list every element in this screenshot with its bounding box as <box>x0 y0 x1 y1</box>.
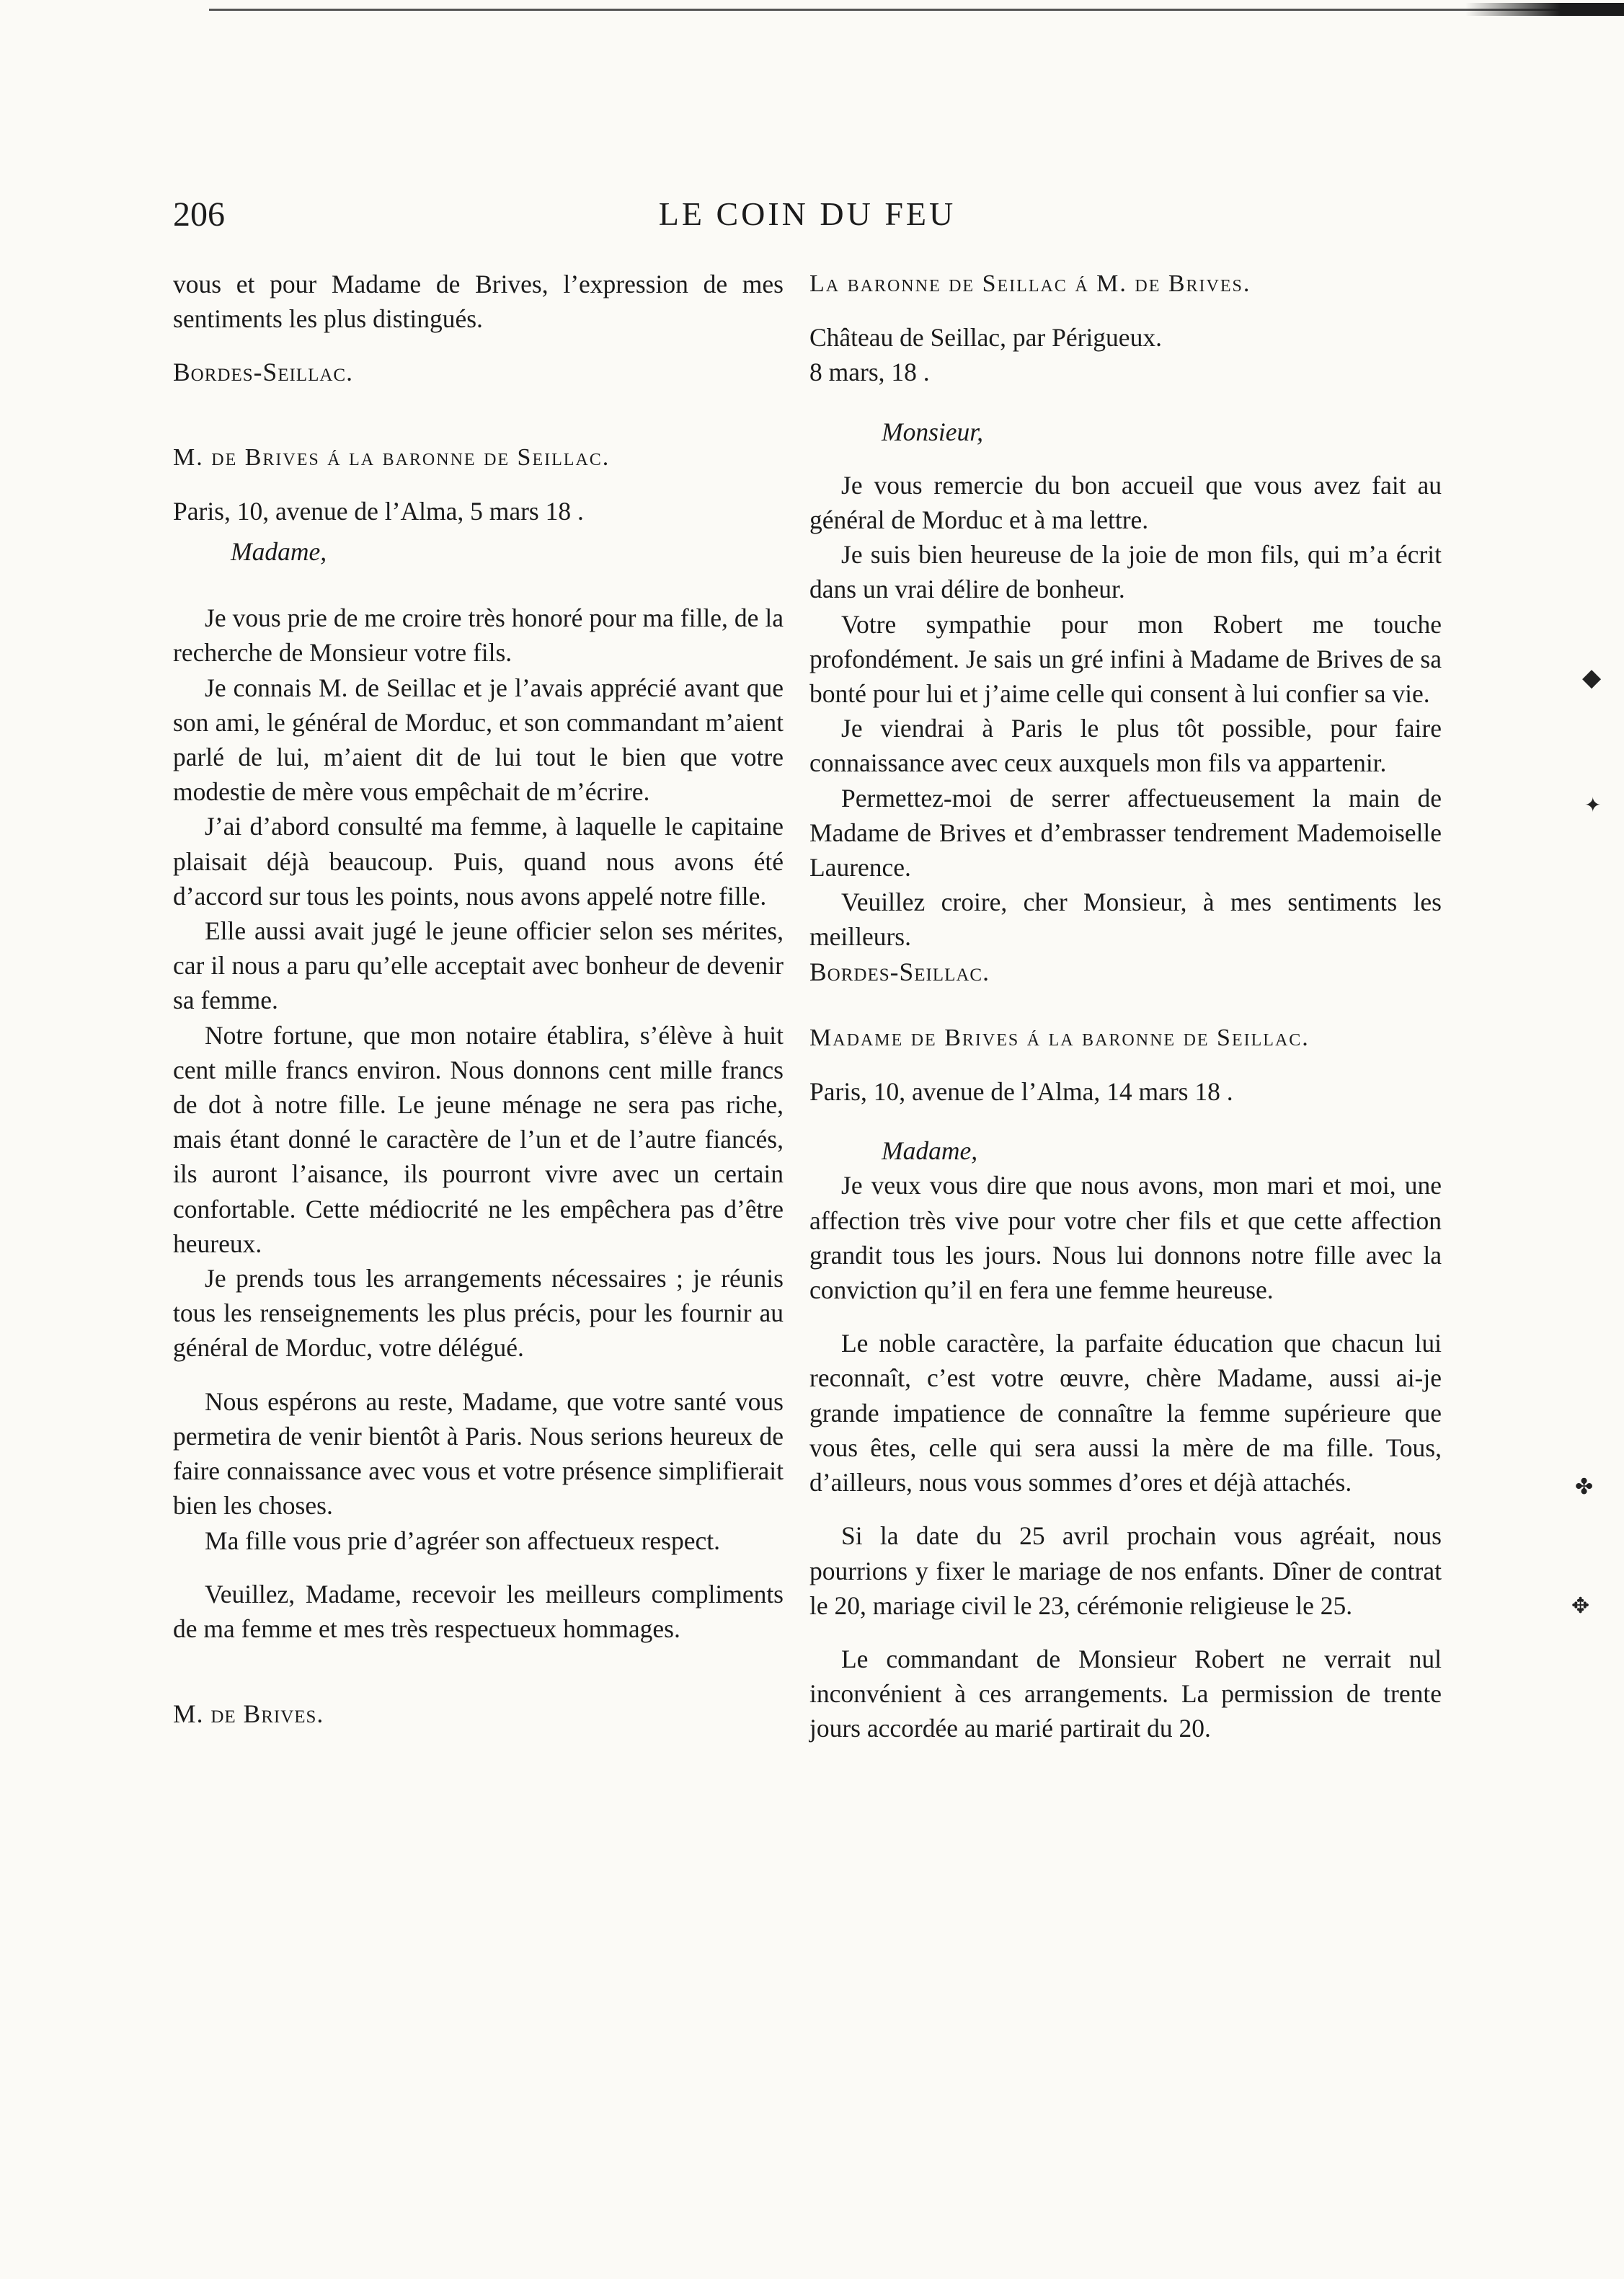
paragraph: Le commandant de Monsieur Robert ne verrait nul inconvénient à ces arrangements. La permission de trente jours accordée au marié partirait du 20. <box>809 1644 1442 1743</box>
signature-bordes-seillac-1: Bordes-Seillac. <box>173 358 353 387</box>
paragraph: Je vous remercie du bon accueil que vous avez fait au général de Morduc et à ma lettre. <box>809 470 1442 535</box>
letter-dateline-date: 8 mars, 18 . <box>809 358 930 387</box>
page-header <box>173 195 1442 238</box>
ink-speck: ✥ <box>1571 1594 1590 1618</box>
paragraph: Notre fortune, que mon notaire établira, s’élève à huit cent mille francs environ. Nous donnons cent mille francs de dot à notre fille. Le jeune ménage ne sera pas riche, mais étant donné le caractère de l’un et de l’autre fiancés, ils auront l’aisance, ils pourront vivre avec un certain confortable. Cette médiocrité ne les empêchera pas d’être heureux. <box>173 1020 784 1258</box>
ink-speck: ◆ <box>1582 665 1602 691</box>
continuation-text: vous et pour Madame de Brives, l’expression de mes sentiments les plus distingués. <box>173 270 784 334</box>
letter-salutation: Madame, <box>231 537 327 567</box>
paragraph: Je veux vous dire que nous avons, mon mari et moi, une affection très vive pour votre cher fils et que cette affection grandit tous les jours. Nous lui donnons notre fille avec la conviction qu’il en fera une femme heureuse. <box>809 1171 1442 1305</box>
signature-de-brives: M. de Brives. <box>173 1699 324 1729</box>
paragraph: Votre sympathie pour mon Robert me touche profondément. Je sais un gré infini à Madame de Brives de sa bonté pour lui et j’aime celle qui consent à lui confier sa vie. <box>809 609 1442 709</box>
running-title: LE COIN DU FEU <box>658 195 957 232</box>
page-top-rule <box>209 3 1624 17</box>
paragraph: Veuillez croire, cher Monsieur, à mes sentiments les meilleurs. <box>809 888 1442 952</box>
paragraph: Veuillez, Madame, recevoir les meilleurs compliments de ma femme et mes très respectueux hommages. <box>173 1579 784 1643</box>
paragraph: Je suis bien heureuse de la joie de mon fils, qui m’a écrit dans un vrai délire de bonheur. <box>809 540 1442 604</box>
letter-heading-de-brives: M. de Brives á la baronne de Seillac. <box>173 443 611 471</box>
paragraph: Ma fille vous prie d’agréer son affectueux respect. <box>205 1526 720 1555</box>
left-column <box>173 267 784 1731</box>
letter-dateline-place: Château de Seillac, par Périgueux. <box>809 323 1162 353</box>
paragraph: Je prends tous les arrangements nécessaires ; je réunis tous les renseignements les plus précis, pour les fournir au général de Morduc, votre délégué. <box>173 1264 784 1363</box>
letter-dateline: Paris, 10, avenue de l’Alma, 14 mars 18 . <box>809 1077 1233 1107</box>
letter-heading-madame-de-brives: Madame de Brives á la baronne de Seillac. <box>809 1024 1310 1051</box>
letter-salutation: Monsieur, <box>882 417 984 446</box>
paragraph: J’ai d’abord consulté ma femme, à laquelle le capitaine plaisait déjà beaucoup. Puis, quand nous avons été d’accord sur tous les points, nous avons appelé notre fille. <box>173 812 784 911</box>
paragraph: Je vous prie de me croire très honoré pour ma fille, de la recherche de Monsieur votre fils. <box>173 603 784 668</box>
letter-salutation: Madame, <box>882 1136 978 1166</box>
page-number: 206 <box>173 195 225 234</box>
letter-heading-seillac: La baronne de Seillac á M. de Brives. <box>809 270 1251 297</box>
paragraph: Je viendrai à Paris le plus tôt possible, pour faire connaissance avec ceux auxquels mon fils va appartenir. <box>809 714 1442 778</box>
letter-dateline: Paris, 10, avenue de l’Alma, 5 mars 18 . <box>173 496 584 526</box>
ink-speck: ✦ <box>1584 795 1602 817</box>
right-column <box>809 267 1442 1746</box>
top-rule-smudge <box>1465 3 1624 16</box>
paragraph: Elle aussi avait jugé le jeune officier selon ses mérites, car il nous a paru qu’elle acceptait avec bonheur de devenir sa femme. <box>173 916 784 1015</box>
paragraph: Si la date du 25 avril prochain vous agréait, nous pourrions y fixer le mariage de nos enfants. Dîner de contrat le 20, mariage civil le 23, cérémonie religieuse le 25. <box>809 1521 1442 1620</box>
ink-speck: ✤ <box>1575 1475 1594 1499</box>
paragraph: Le noble caractère, la parfaite éducation que chacun lui reconnaît, c’est votre œuvre, chère Madame, aussi ai-je grande impatience de connaître la femme supérieure que vous êtes, celle qui sera aussi la mère de ma fille. Tous, d’ailleurs, nous vous sommes d’ores et déjà attachés. <box>809 1329 1442 1497</box>
paragraph: Je connais M. de Seillac et je l’avais apprécié avant que son ami, le général de Morduc, et son commandant m’aient parlé de lui, m’aient dit de lui tout le bien que votre modestie de mère vous empêchait de m’écrire. <box>173 673 784 807</box>
signature-bordes-seillac-2: Bordes-Seillac. <box>809 957 990 986</box>
paragraph: Permettez-moi de serrer affectueusement la main de Madame de Brives et d’embrasser tendrement Mademoiselle Laurence. <box>809 783 1442 882</box>
paragraph: Nous espérons au reste, Madame, que votre santé vous permetira de venir bientôt à Paris. Nous serions heureux de faire connaissance avec vous et votre présence simplifierait bien les choses. <box>173 1386 784 1521</box>
top-rule-line <box>209 9 1624 11</box>
